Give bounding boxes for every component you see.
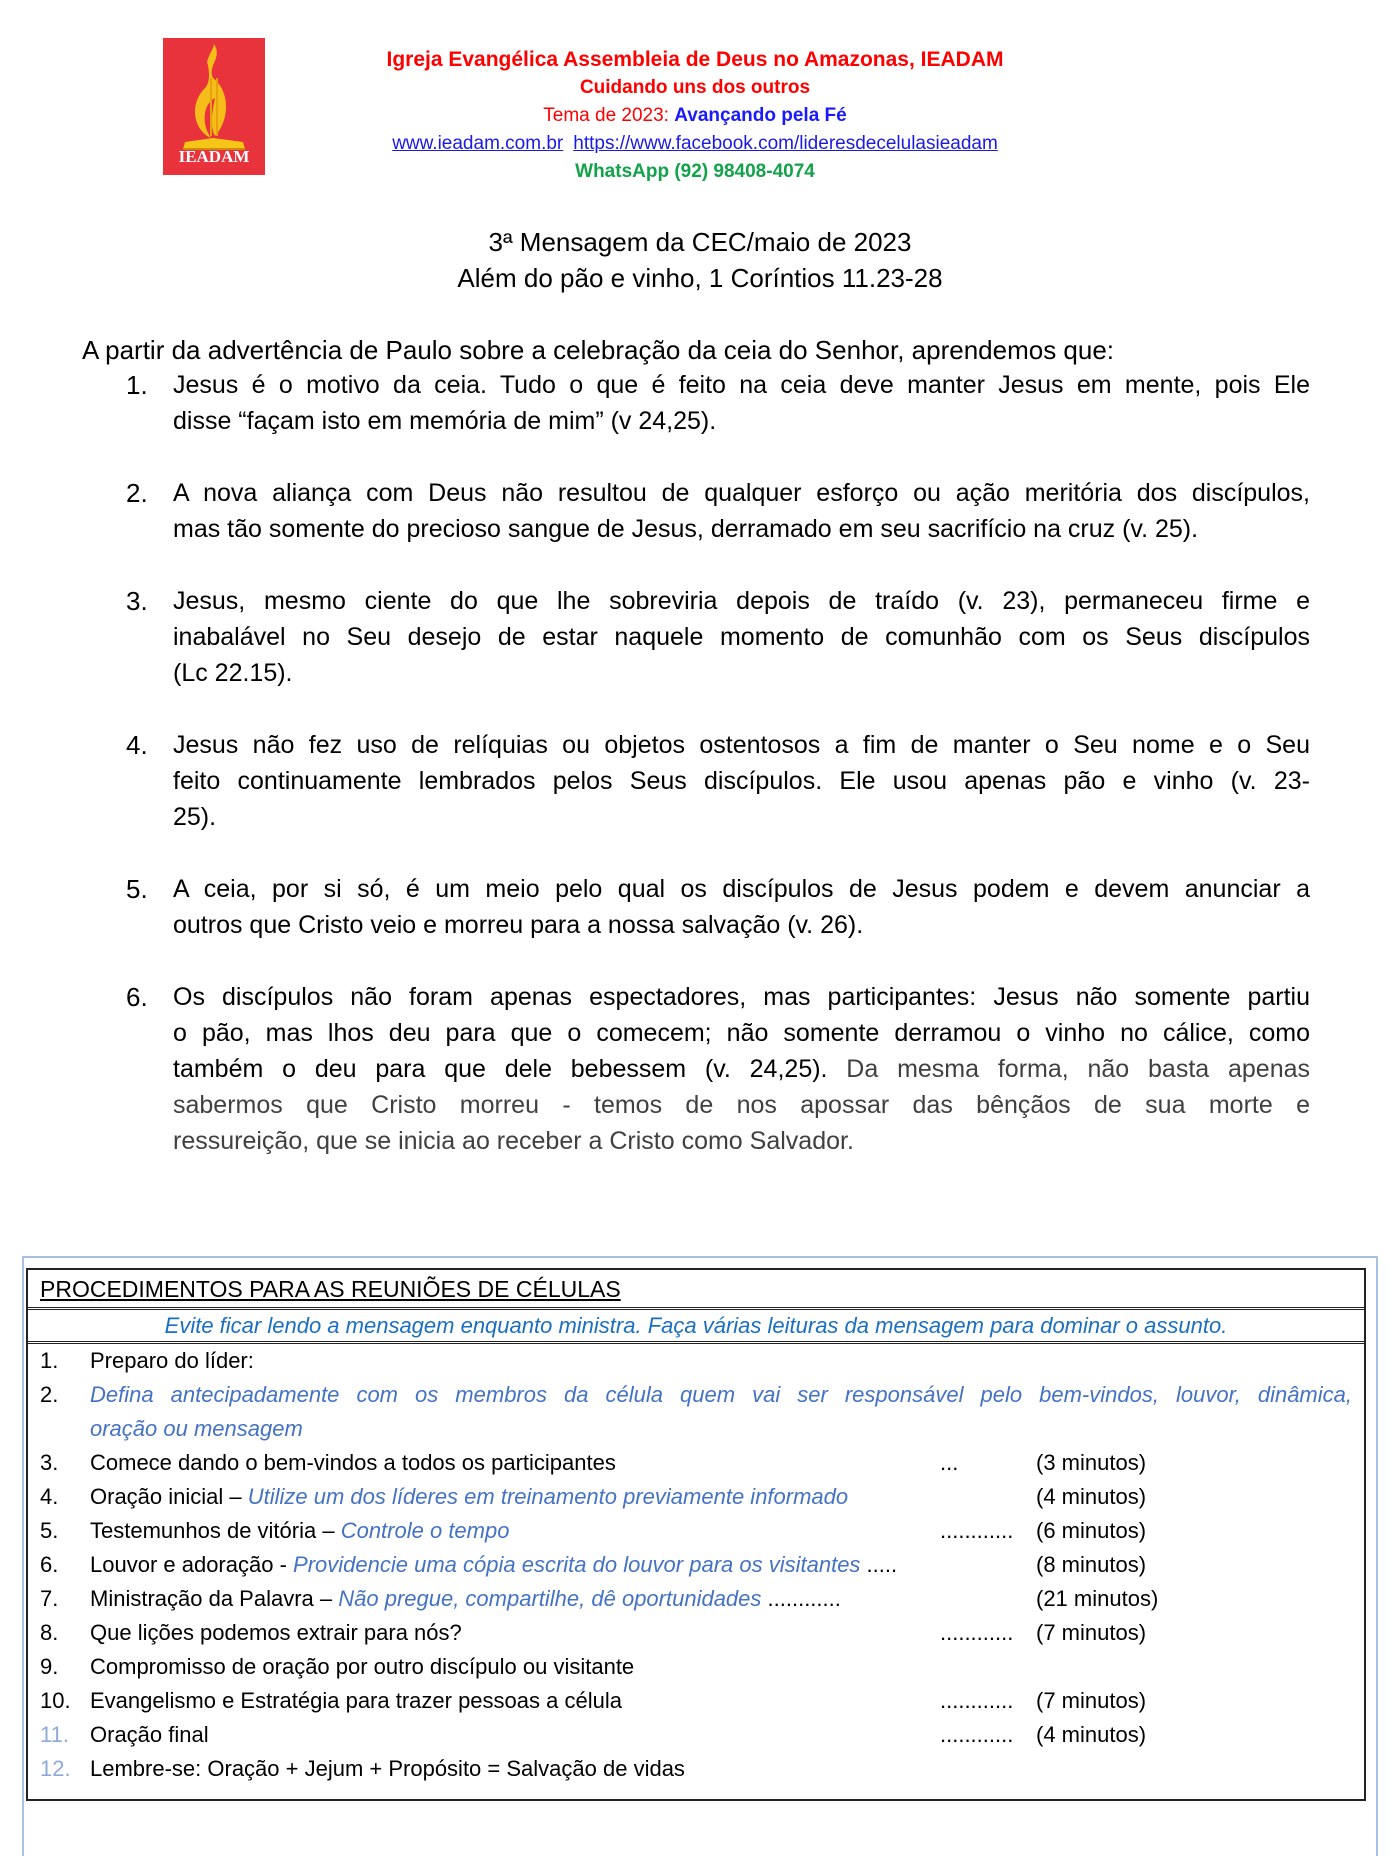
step-time: (7 minutos) [1036, 1688, 1147, 1713]
step-text: Louvor e adoração - [90, 1552, 294, 1577]
lesson-number: 4. [126, 730, 148, 760]
lesson-line: A nova aliança com Deus não resultou de qualquer esforço ou ação meritória dos discípulos, [173, 479, 1310, 507]
step-number: 12. [40, 1756, 71, 1781]
lesson-line: o pão, mas lhos deu para que o comecem; não somente derramou o vinho no cálice, como [173, 1019, 1310, 1047]
lesson-line: A ceia, por si só, é um meio pelo qual os discípulos de Jesus podem e devem anunciar a [173, 875, 1310, 903]
step-time: (3 minutos) [1036, 1450, 1147, 1475]
whatsapp-contact: WhatsApp (92) 98408-4074 [575, 161, 815, 182]
step-time: (8 minutos) [1036, 1552, 1147, 1577]
church-name: Igreja Evangélica Assembleia de Deus no Amazonas, IEADAM [386, 48, 1004, 71]
step-row [28, 1752, 1364, 1786]
theme-value: Avançando pela Fé [674, 105, 847, 126]
step-note: Não pregue, compartilhe, dê oportunidades [338, 1586, 762, 1611]
step-row [28, 1344, 1364, 1378]
lessons-list [0, 367, 1400, 1195]
step-text: Comece dando o bem-vindos a todos os participantes [90, 1450, 616, 1475]
lesson-line: Jesus não fez uso de relíquias ou objetos ostentosos a fim de manter o Seu nome e o Seu [173, 731, 1310, 759]
step-dots: ..... [860, 1552, 898, 1577]
lesson-item [0, 979, 1400, 1159]
step-time: (4 minutos) [1036, 1722, 1147, 1747]
step-time: (21 minutos) [1036, 1586, 1159, 1611]
step-number: 8. [40, 1620, 59, 1645]
lesson-line: Jesus, mesmo ciente do que lhe sobreviria depois de traído (v. 23), permaneceu firme e [173, 587, 1310, 615]
lesson-line: disse “façam isto em memória de mim” (v 24,25). [173, 407, 717, 435]
step-dots: ............ [940, 1688, 1014, 1713]
lesson-number: 5. [126, 874, 148, 904]
lesson-text-dark: também o deu para que dele bebessem (v. 24,25). [173, 1055, 828, 1083]
step-number: 4. [40, 1484, 59, 1509]
step-row [28, 1446, 1364, 1480]
church-header [300, 46, 1090, 186]
lesson-line: Os discípulos não foram apenas espectadores, mas participantes: Jesus não somente partiu [173, 983, 1310, 1011]
procedures-steps [28, 1344, 1364, 1786]
lesson-line: (Lc 22.15). [173, 659, 293, 687]
lesson-item [0, 475, 1400, 547]
step-text: Preparo do líder: [90, 1348, 254, 1373]
theme-label: Tema de 2023: [543, 105, 675, 126]
step-text: Lembre-se: Oração + Jejum + Propósito = Salvação de vidas [90, 1756, 685, 1781]
links-line [300, 130, 1090, 158]
lesson-line: feito continuamente lembrados pelos Seus discípulos. Ele usou apenas pão e vinho (v. 23- [173, 767, 1310, 795]
lesson-line: mas tão somente do precioso sangue de Jesus, derramado em seu sacrifício na cruz (v. 25). [173, 515, 1199, 543]
lesson-line: outros que Cristo veio e morreu para a nossa salvação (v. 26). [173, 911, 864, 939]
church-motto: Cuidando uns dos outros [579, 77, 811, 98]
procedures-tip: Evite ficar lendo a mensagem enquanto ministra. Faça várias leituras da mensagem para dominar o assunto. [28, 1310, 1364, 1344]
procedures-header [28, 1270, 1364, 1310]
lesson-item [0, 727, 1400, 835]
step-row [28, 1718, 1364, 1752]
message-titles [200, 224, 1200, 296]
step-row-continued [28, 1412, 1364, 1446]
lesson-number: 3. [126, 586, 148, 616]
lesson-line: inabalável no Seu desejo de estar naquele momento de comunhão com os Seus discípulos [173, 623, 1310, 651]
lesson-line [173, 1123, 1310, 1159]
theme-line [300, 102, 1090, 130]
step-dots: ............ [761, 1586, 841, 1611]
lesson-line [173, 1087, 1310, 1123]
step-number: 5. [40, 1518, 59, 1543]
lesson-text-gray: sabermos que Cristo morreu - temos de nos apossar das bênçãos de sua morte e [173, 1091, 1310, 1119]
lesson-number: 6. [126, 982, 148, 1012]
lesson-item [0, 871, 1400, 943]
facebook-link[interactable]: https://www.facebook.com/lideresdecelulasieadam [573, 133, 998, 154]
step-row [28, 1650, 1364, 1684]
step-number: 7. [40, 1586, 59, 1611]
step-number: 1. [40, 1348, 59, 1373]
step-number: 2. [40, 1382, 59, 1407]
step-text: Compromisso de oração por outro discípulo ou visitante [90, 1654, 635, 1679]
message-title: 3ª Mensagem da CEC/maio de 2023 [488, 227, 912, 257]
lesson-line-mixed [173, 1051, 1310, 1087]
step-note: Utilize um dos líderes em treinamento previamente informado [247, 1484, 849, 1509]
website-link[interactable]: www.ieadam.com.br [392, 133, 564, 154]
step-number: 11. [40, 1722, 69, 1747]
lesson-line: 25). [173, 803, 217, 831]
step-time: (6 minutos) [1036, 1518, 1147, 1543]
step-number: 3. [40, 1450, 59, 1475]
step-time: (7 minutos) [1036, 1620, 1147, 1645]
step-text: Ministração da Palavra – [90, 1586, 339, 1611]
step-number: 6. [40, 1552, 59, 1577]
step-text: Evangelismo e Estratégia para trazer pessoas a célula [90, 1688, 622, 1713]
step-row [28, 1582, 1364, 1616]
step-row [28, 1480, 1364, 1514]
step-dots: ............ [940, 1620, 1014, 1645]
step-dots: ............ [940, 1518, 1014, 1543]
lesson-item [0, 367, 1400, 439]
step-row [28, 1616, 1364, 1650]
step-number: 10. [40, 1688, 71, 1713]
step-row [28, 1514, 1364, 1548]
step-time: (4 minutos) [1036, 1484, 1147, 1509]
step-note: Controle o tempo [340, 1518, 510, 1543]
step-row [28, 1548, 1364, 1582]
lesson-item [0, 583, 1400, 691]
lesson-number: 2. [126, 478, 148, 508]
step-dots: ............ [940, 1722, 1014, 1747]
step-text: Oração final [90, 1722, 209, 1747]
lesson-text-gray: ressureição, que se inicia ao receber a Cristo como Salvador. [173, 1127, 854, 1155]
step-note: Providencie uma cópia escrita do louvor para os visitantes [293, 1552, 861, 1577]
step-note: Defina antecipadamente com os membros da célula quem vai ser responsável pelo bem-vindos, louvor, dinâmica, [90, 1382, 1352, 1407]
step-row [28, 1684, 1364, 1718]
step-dots: ... [940, 1450, 959, 1475]
procedures-table [26, 1268, 1366, 1801]
procedures-title: PROCEDIMENTOS PARA AS REUNIÕES DE CÉLULAS [40, 1276, 621, 1302]
step-text: Oração inicial – [90, 1484, 248, 1509]
logo-text: IEADAM [178, 147, 250, 166]
step-number: 9. [40, 1654, 59, 1679]
lesson-line: Jesus é o motivo da ceia. Tudo o que é feito na ceia deve manter Jesus em mente, pois Ele [173, 371, 1310, 399]
step-text: Testemunhos de vitória – [90, 1518, 341, 1543]
step-row [28, 1378, 1364, 1412]
message-subtitle: Além do pão e vinho, 1 Coríntios 11.23-28 [457, 263, 943, 293]
intro-text: A partir da advertência de Paulo sobre a celebração da ceia do Senhor, aprendemos que: [82, 335, 1115, 365]
ieadam-logo [163, 38, 265, 175]
lesson-number: 1. [126, 370, 148, 400]
step-text: Que lições podemos extrair para nós? [90, 1620, 462, 1645]
lesson-text-gray: Da mesma forma, não basta apenas [827, 1055, 1310, 1083]
step-note: oração ou mensagem [90, 1416, 303, 1441]
